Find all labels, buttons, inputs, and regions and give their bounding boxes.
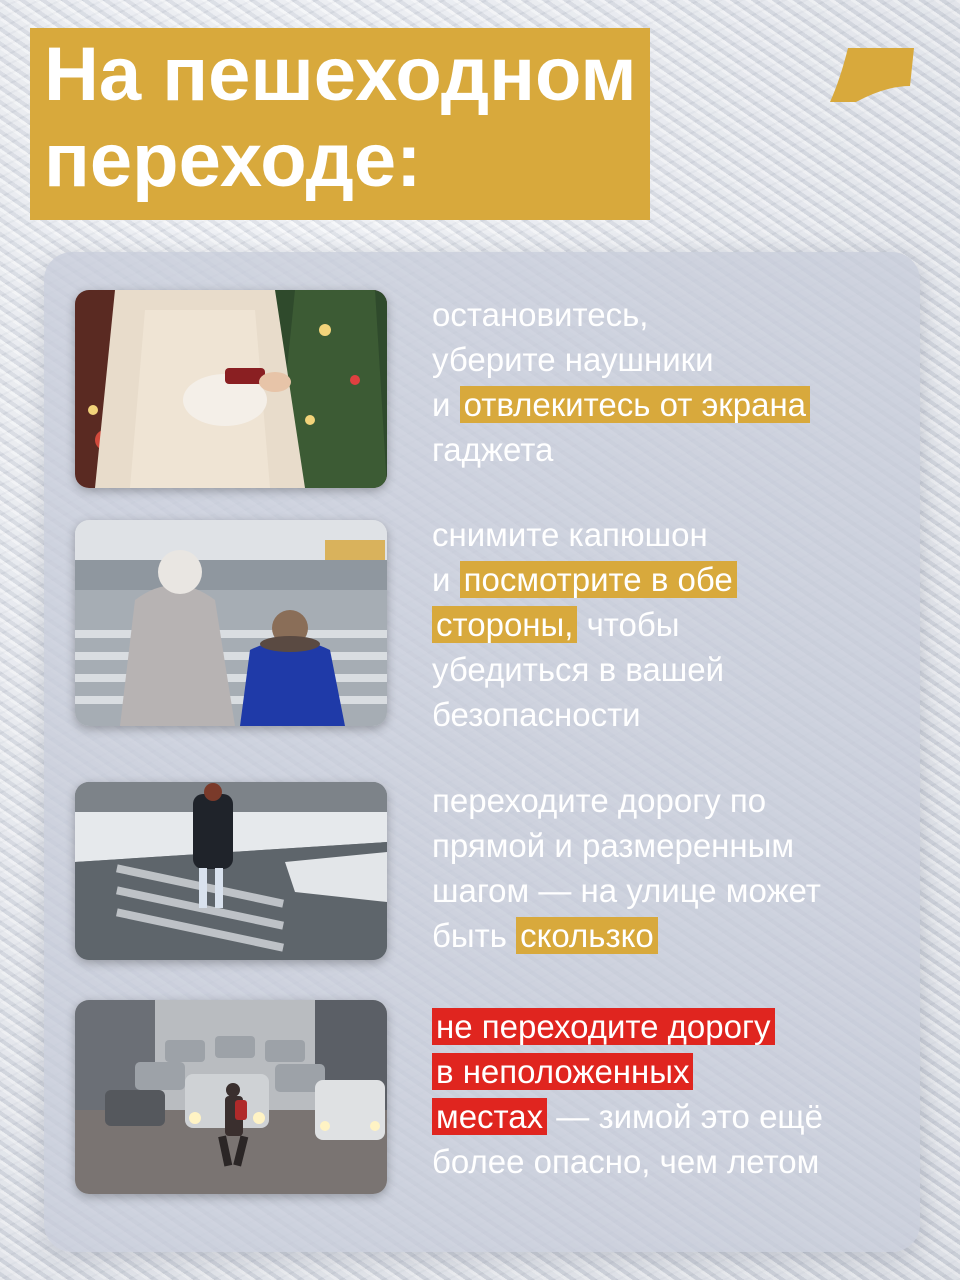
pedestrian-crossing-snowy-road-photo: [75, 782, 387, 960]
tip-2-highlight-2: стороны,: [432, 606, 577, 643]
page-title-line-1: На пешеходном: [44, 32, 637, 117]
title-banner: [30, 28, 650, 220]
tip-1-line-1: остановитесь,: [432, 296, 649, 333]
mother-and-child-at-crosswalk-photo: [75, 520, 387, 726]
tip-3-line-4: [432, 913, 922, 958]
tip-2-line-1: снимите капюшон: [432, 516, 708, 553]
tip-2-line-4: убедиться в вашей: [432, 651, 725, 688]
tip-1-highlight: отвлекитесь от экрана: [460, 386, 810, 423]
tip-2-highlight-1: посмотрите в обе: [460, 561, 737, 598]
tip-2-line-2-prefix: и: [432, 561, 460, 598]
man-crossing-between-cars-photo: [75, 1000, 387, 1194]
tip-3-line-4-prefix: быть: [432, 917, 517, 954]
tip-2-line-2: [432, 557, 922, 602]
tip-3-text: [432, 778, 922, 958]
woman-in-fur-coat-with-phone-photo: [75, 290, 387, 488]
tip-2-line-3: [432, 602, 922, 647]
tip-1-line-3-prefix: и: [432, 386, 460, 423]
tip-1-line-3: [432, 382, 922, 427]
tip-4-highlight-1: не переходите дорогу: [432, 1008, 775, 1045]
tip-4-line-3-suffix: — зимой это ещё: [547, 1098, 823, 1135]
tip-4-highlight-2: в неположенных: [432, 1053, 693, 1090]
tip-2-line-3-suffix: чтобы: [577, 606, 680, 643]
tip-1-line-4: гаджета: [432, 431, 554, 468]
brand-flag-logo-icon: [826, 46, 916, 104]
tip-3-highlight: скользко: [516, 917, 658, 954]
tip-1-line-2: уберите наушники: [432, 341, 714, 378]
tip-3-line-2: прямой и размеренным: [432, 827, 795, 864]
tip-1-text: [432, 292, 922, 472]
tip-4-line-2: [432, 1049, 922, 1094]
page-title-line-2: переходе:: [44, 118, 422, 203]
tip-4-line-4: более опасно, чем летом: [432, 1143, 820, 1180]
tip-2-line-5: безопасности: [432, 696, 641, 733]
tip-3-line-1: переходите дорогу по: [432, 782, 767, 819]
tip-4-line-3: [432, 1094, 922, 1139]
tip-3-line-3: шагом — на улице может: [432, 872, 821, 909]
tip-4-text: [432, 1004, 922, 1184]
tip-4-highlight-3: местах: [432, 1098, 547, 1135]
tip-4-line-1: [432, 1004, 922, 1049]
tip-2-text: [432, 512, 922, 737]
